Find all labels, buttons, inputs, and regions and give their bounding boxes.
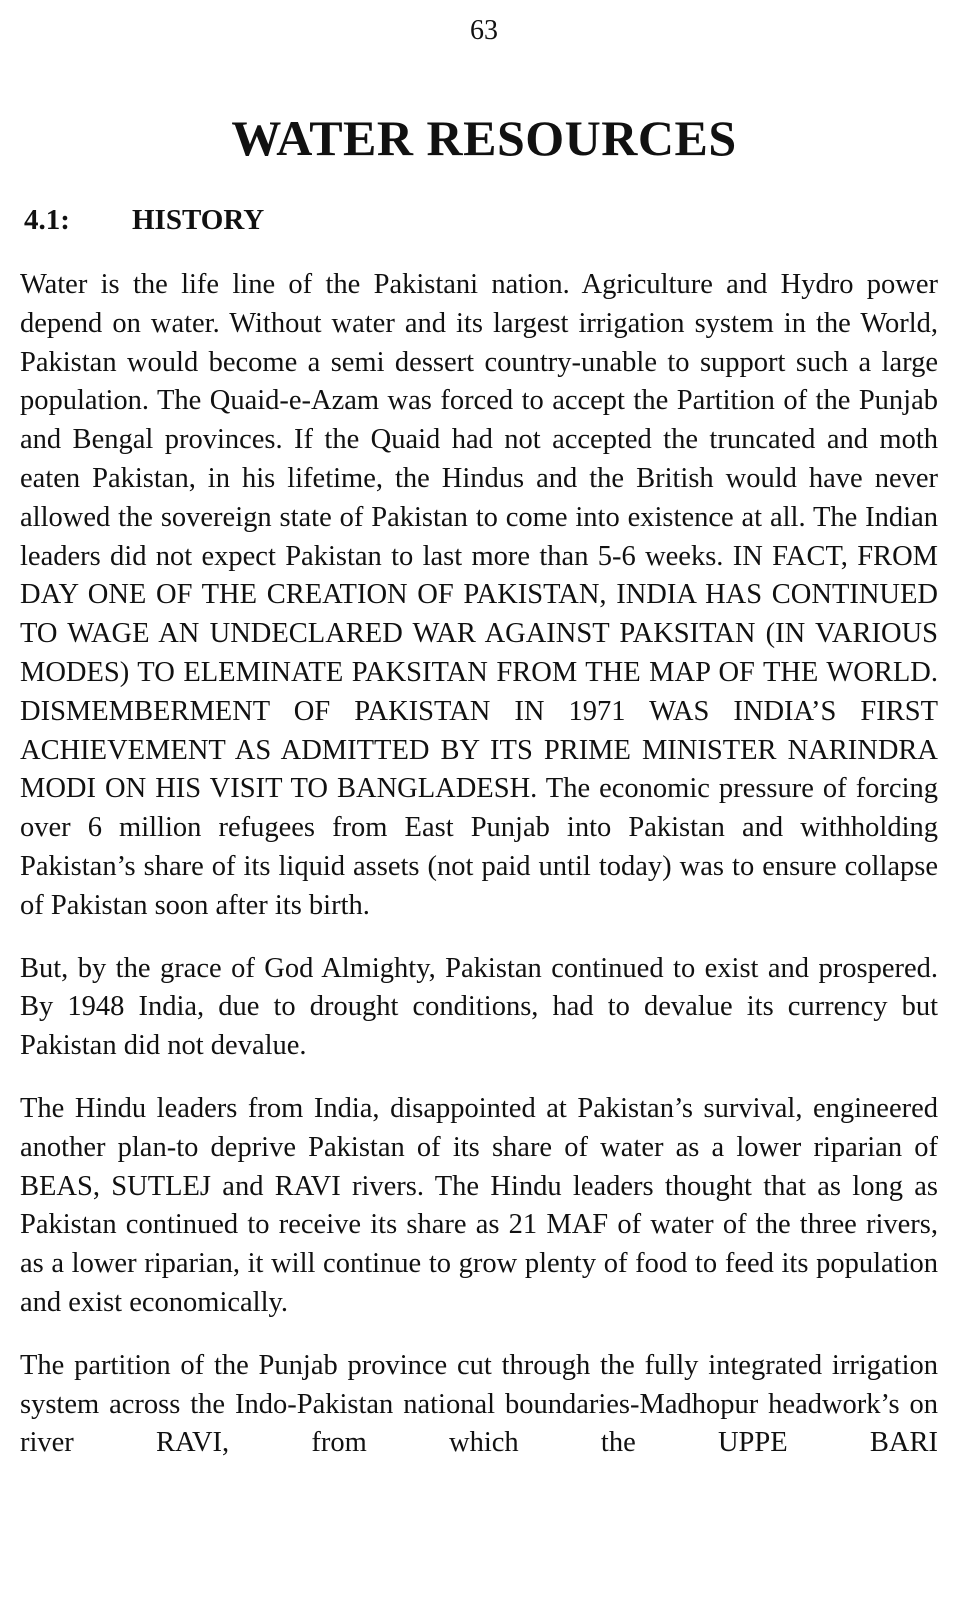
paragraph-3: The Hindu leaders from India, disappointed at Pakistan’s survival, engineered another plan-to deprive Pakistan of its share of water as a lower riparian of BEAS, SUTLEJ and RAVI rivers. The Hindu leaders thought that as long as Pakistan continued to receive its share as 21 MAF of water of the three rivers, as a lower riparian, it will continue to grow plenty of food to feed its population and exist economically. [20, 1092, 938, 1318]
body-text [20, 266, 938, 1463]
page-number: 63 [470, 15, 498, 46]
section-title: HISTORY [132, 204, 265, 236]
paragraph-1: Water is the life line of the Pakistani nation. Agriculture and Hydro power depend on water. Without water and its largest irrigation system in the World, Pakistan would become a semi dessert country-unable to support such a large population. The Quaid-e-Azam was forced to accept the Partition of the Punjab and Bengal provinces. If the Quaid had not accepted the truncated and moth eaten Pakistan, in his lifetime, the Hindus and the British would have never allowed the sovereign state of Pakistan to come into existence at all. The Indian leaders did not expect Pakistan to last more than 5-6 weeks. IN FACT, FROM DAY ONE OF THE CREATION OF PAKISTAN, INDIA HAS CONTINUED TO WAGE AN UNDECLARED WAR AGAINST PAKSITAN (IN VARIOUS MODES) TO ELEMINATE PAKSITAN FROM THE MAP OF THE WORLD. DISMEMBERMENT OF PAKISTAN IN 1971 WAS INDIA’S FIRST ACHIEVEMENT AS ADMITTED BY ITS PRIME MINISTER NARINDRA MODI ON HIS VISIT TO BANGLADESH. The economic pressure of forcing over 6 million refugees from East Punjab into Pakistan and withholding Pakistan’s share of its liquid assets (not paid until today) was to ensure collapse of Pakistan soon after its birth. [20, 269, 938, 921]
paragraph-2: But, by the grace of God Almighty, Pakistan continued to exist and prospered. By 1948 India, due to drought conditions, had to devalue its currency but Pakistan did not devalue. [20, 952, 938, 1062]
section-heading [24, 200, 264, 240]
chapter-title: WATER RESOURCES [231, 110, 737, 166]
section-number: 4.1: [24, 204, 70, 236]
paragraph-4: The partition of the Punjab province cut through the fully integrated irrigation system across the Indo-Pakistan national boundaries-Madhopur headwork’s on river RAVI, from which the UPPE BARI [20, 1349, 938, 1459]
